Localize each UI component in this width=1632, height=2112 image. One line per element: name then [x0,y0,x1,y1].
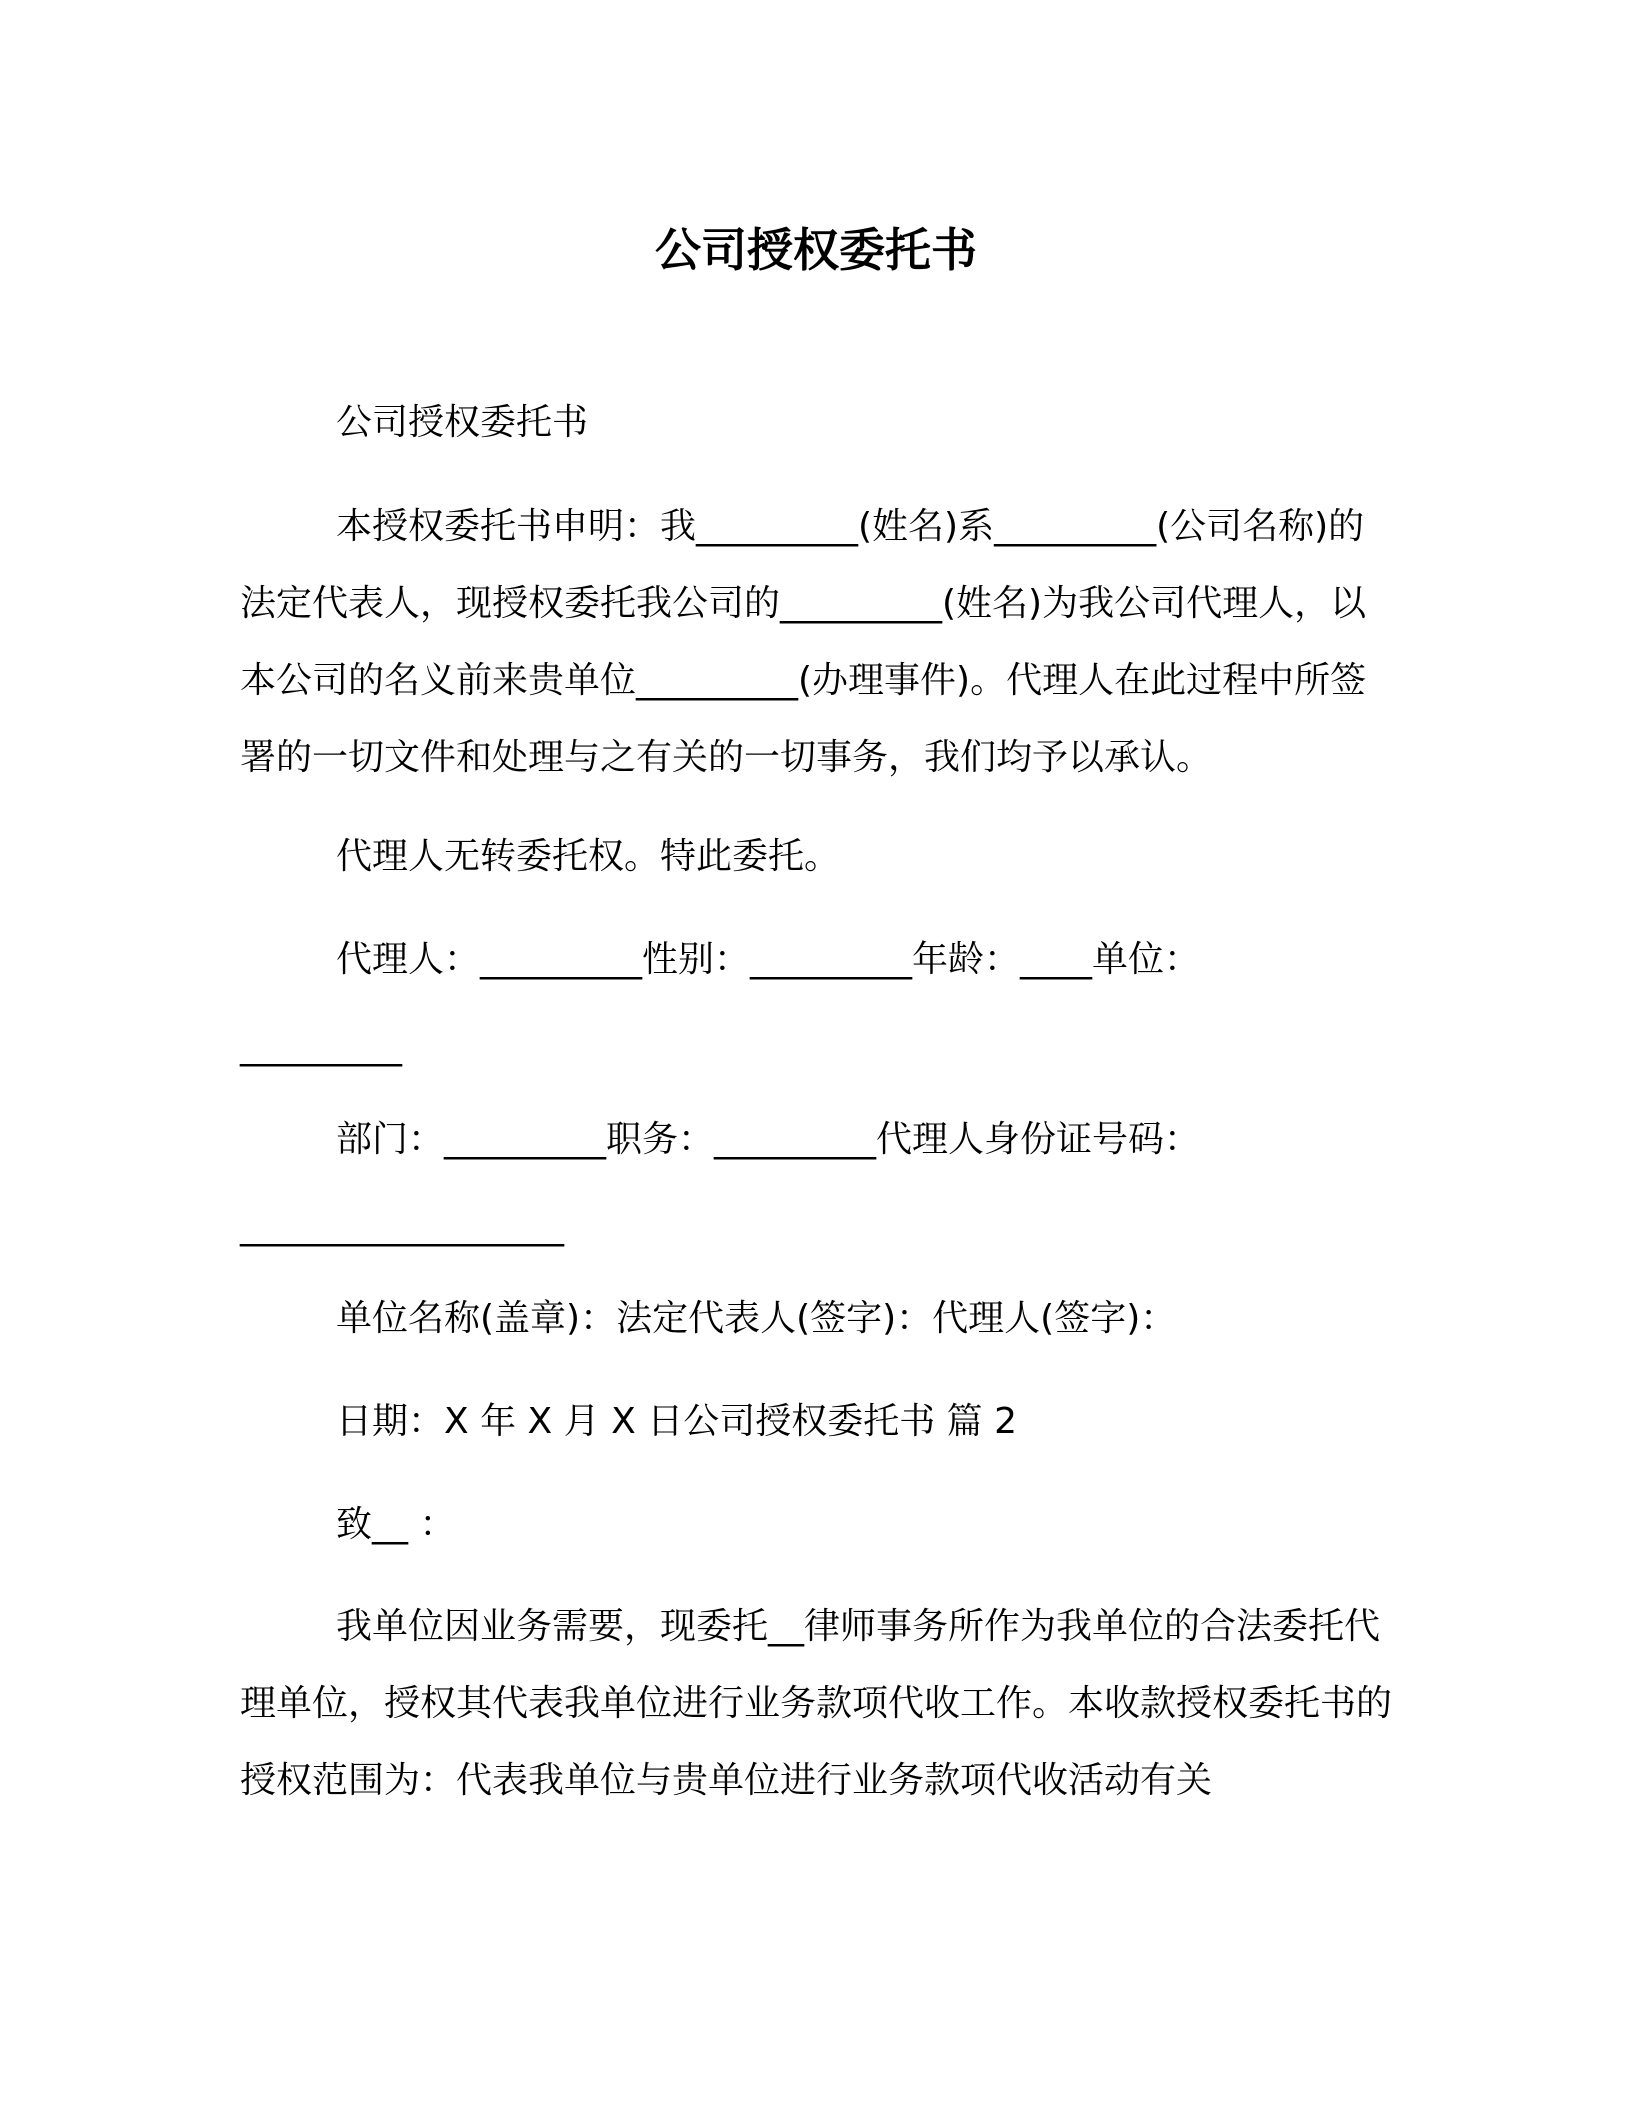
no-transfer-paragraph: 代理人无转委托权。特此委托。 [336,836,841,877]
department-info-line-continued: __________________ [240,1206,564,1247]
section-heading: 公司授权委托书 [336,402,589,443]
department-info-line: 部门：_________职务：_________代理人身份证号码： [336,1119,1201,1160]
document-title: 公司授权委托书 [655,223,977,277]
agent-info-line-continued: _________ [240,1026,402,1067]
signature-line: 单位名称(盖章)：法定代表人(签字)：代理人(签字)： [336,1298,1177,1339]
agent-info-line: 代理人：_________性别：_________年龄：____单位： [336,939,1201,980]
addressee-line: 致__ ： [336,1504,456,1545]
statement-paragraph: 本授权委托书申明：我_________(姓名)系_________(公司名称)的法定代表人，现授权委托我公司的_________(姓名)为我公司代理人，以本公司的名义前来贵单位_________(办理事件)。代理人在此过程中所签署的一切文件和处理与之有关的一切事务，我们均予以承认。 [240,506,1367,778]
entrustment-paragraph: 我单位因业务需要，现委托__律师事务所作为我单位的合法委托代理单位，授权其代表我单位进行业务款项代收工作。本收款授权委托书的授权范围为：代表我单位与贵单位进行业务款项代收活动有关 [240,1606,1393,1801]
date-line: 日期：X 年 X 月 X 日公司授权委托书 篇 2 [336,1401,1017,1442]
